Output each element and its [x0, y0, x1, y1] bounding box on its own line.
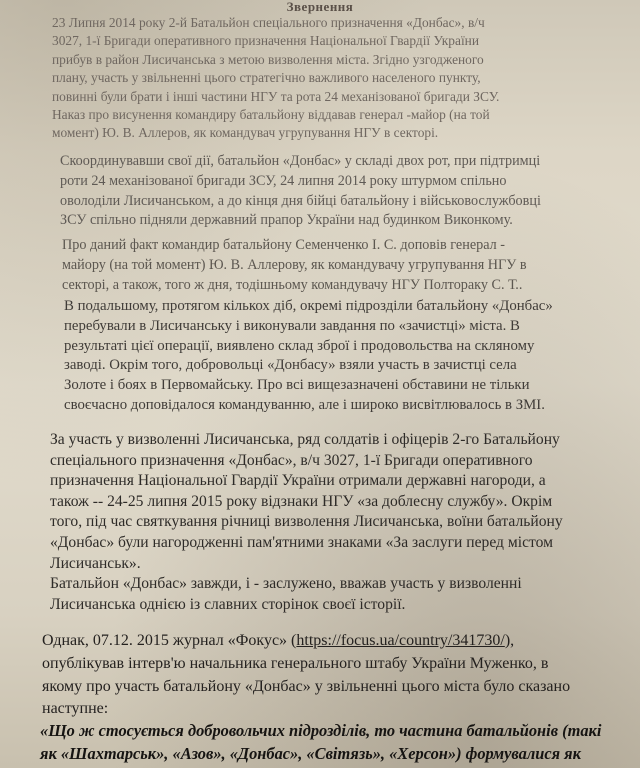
text-line: майору (на той момент) Ю. В. Аллерову, як командувачу угрупування НГУ в: [62, 256, 527, 273]
text-line: «Що ж стосується добровольчих підрозділів, то частина батальйонів (такі: [40, 721, 602, 740]
text-line: оволоділи Лисичанськом, а до кінця дня бійці батальйону і військовослужбовці: [60, 192, 541, 209]
text-line: Батальйон «Донбас» завжди, і - заслужено, вважав участь у визволенні: [50, 575, 522, 593]
text-line: ЗСУ спільно підняли державний прапор України над будинком Виконкому.: [60, 212, 513, 229]
text-line: призначення Національної Гвардії України отримали державні нагороди, а: [50, 472, 546, 490]
quote-paragraph: [40, 719, 640, 765]
text-line: Лисичанськ».: [50, 554, 141, 572]
paragraph-2: [60, 152, 615, 231]
text-line: 3027, 1-ї Бригади оперативного призначення Національної Гвардії України: [52, 33, 480, 49]
text-line: За участь у визволенні Лисичанська, ряд солдатів і офіцерів 2-го Батальйону: [50, 431, 560, 448]
text-line: Скоординувавши свої дії, батальйон «Донбас» у складі двох рот, при підтримці: [60, 153, 541, 169]
text-line: повинні були брати і інші частини НГУ та рота 24 механізованої бригади ЗСУ.: [52, 88, 500, 104]
text-line: спеціального призначення «Донбас», в/ч 3027, 1-ї Бригади оперативного: [50, 451, 533, 469]
document-title: Звернення: [286, 0, 354, 14]
paragraph-6: [42, 630, 632, 721]
text-line: наступне:: [42, 700, 109, 718]
text-line: Лисичанська однією із славних сторінок своєї історії.: [50, 595, 406, 613]
text-line: перебували в Лисичанську і виконували завдання по «зачистці» міста. В: [64, 317, 520, 334]
text-line: момент) Ю. В. Аллеров, як командувач угрупування НГУ в секторі.: [52, 125, 439, 141]
text-line: плану, участь у звільненні цього стратегічно важливого населеного пункту,: [52, 70, 481, 86]
paragraph-3: [62, 236, 617, 295]
text-line: своєчасно доповідалося командуванню, але і широко висвітлювалось в ЗМІ.: [64, 396, 545, 413]
text-line: [42, 630, 632, 653]
paragraph-5: [50, 430, 630, 615]
text-segment: Однак, 07.12. 2015 журнал «Фокус» (: [42, 632, 297, 649]
focus-article-link[interactable]: https://focus.ua/country/341730/: [296, 632, 505, 649]
text-line: 23 Липня 2014 року 2-й Батальйон спеціального призначення «Донбас», в/ч: [52, 15, 485, 30]
text-line: «Донбас» були нагородженні пам'ятними знаками «За заслуги перед містом: [50, 533, 553, 551]
text-line: секторі, а також, того ж дня, тодішньому командувачу НГУ Полтораку С. Т..: [62, 276, 523, 293]
text-line: також -- 24-25 липня 2015 року відзнаки НГУ «за доблесну службу». Окрім: [50, 492, 553, 510]
paragraph-1: [52, 14, 612, 143]
paragraph-4: [64, 297, 624, 416]
text-line: Про даний факт командир батальйону Семенченко І. С. доповів генерал -: [62, 237, 505, 253]
text-line: опублікував інтерв'ю начальника генерального штабу України Муженко, в: [42, 654, 549, 672]
text-line: прибув в район Лисичанська з метою визволення міста. Згідно узгодженого: [52, 51, 484, 67]
text-line: результаті цієї операції, виявлено склад зброї і продовольства на скляному: [64, 337, 535, 354]
text-line: Золоте і боях в Первомайську. Про всі вищезазначені обставини не тільки: [64, 377, 530, 394]
text-line: роти 24 механізованої бригади ЗСУ, 24 липня 2014 року штурмом спільно: [60, 172, 507, 189]
text-segment: ),: [504, 632, 515, 649]
text-line: Наказ про висунення командиру батальйону віддавав генерал -майор (на той: [52, 107, 490, 123]
text-line: якому про участь батальйону «Донбас» у звільненні цього міста було сказано: [42, 677, 571, 695]
text-line: того, під час святкування річниці визволення Лисичанська, воїни батальйону: [50, 513, 563, 531]
text-line: заводі. Окрім того, добровольці «Донбасу» взяли участь в зачистці села: [64, 357, 517, 374]
text-line: як «Шахтарськ», «Азов», «Донбас», «Світязь», «Херсон») формувалися як: [40, 744, 581, 763]
text-line: В подальшому, протягом кількох діб, окремі підрозділи батальйону «Донбас»: [64, 298, 553, 314]
